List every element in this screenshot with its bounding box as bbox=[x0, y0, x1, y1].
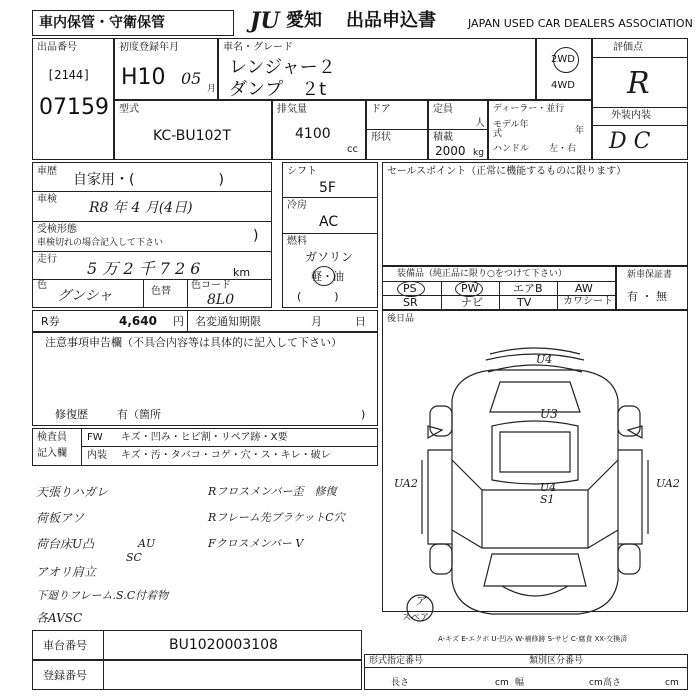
first-reg-year: H10 bbox=[121, 65, 166, 90]
displacement-box bbox=[272, 100, 366, 160]
diagram-legend: A-キズ E-エクボ U-凹み W-補修跡 S-サビ C-腐食 XX-交換済 bbox=[438, 635, 628, 643]
history-label: 車歴 bbox=[37, 166, 57, 177]
storage-title: 車内保管・守衛保管 bbox=[39, 15, 165, 31]
displacement-value: 4100 bbox=[295, 126, 331, 142]
inspector-row2: キズ・汚・タバコ・コゲ・穴・ス・キレ・破レ bbox=[121, 450, 331, 461]
repair-value: 有（箇所 bbox=[117, 408, 161, 421]
doors-box bbox=[366, 100, 428, 160]
shift-box bbox=[282, 162, 378, 308]
handle-label: ハンドル bbox=[493, 144, 530, 154]
mark-ua2-left: UA2 bbox=[394, 477, 418, 490]
dims-width: 幅 bbox=[515, 678, 525, 688]
inspector-label2: 記入欄 bbox=[37, 448, 67, 459]
shaken-label: 車検 bbox=[37, 194, 57, 205]
history-box bbox=[32, 162, 272, 308]
selling-points-box bbox=[382, 162, 688, 266]
dealer-label: ディーラー・並行 bbox=[493, 104, 565, 114]
chassis-row bbox=[32, 630, 362, 660]
displacement-unit: cc bbox=[347, 144, 358, 155]
recycle-row bbox=[32, 310, 378, 332]
capacity-box bbox=[428, 100, 488, 160]
remark-mid-1: AU bbox=[138, 537, 156, 550]
shift-label: シフト bbox=[287, 166, 317, 177]
grade-label: 評価点 bbox=[613, 42, 643, 53]
name-change-label: 名変通知期限 bbox=[195, 315, 261, 328]
dims-box bbox=[364, 654, 688, 690]
grade-box bbox=[592, 38, 688, 160]
equipment-box bbox=[382, 266, 616, 310]
warranty-label: 新車保証書 bbox=[627, 270, 673, 280]
fuel-label: 燃料 bbox=[287, 236, 307, 247]
color-code-value: 8L0 bbox=[207, 292, 235, 308]
grade-value: R bbox=[627, 66, 650, 101]
first-reg-unit: 月 bbox=[207, 84, 217, 94]
car-name-label: 車名・グレード bbox=[223, 42, 293, 53]
first-registration-box bbox=[114, 38, 218, 100]
load-value: 2000 bbox=[435, 144, 466, 158]
mileage-unit: km bbox=[233, 266, 251, 279]
dealer-box bbox=[488, 100, 592, 160]
model-box bbox=[114, 100, 272, 160]
selling-points-label: セールスポイント（正常に機能するものに限ります） bbox=[387, 166, 627, 177]
equip-aw: AW bbox=[575, 282, 593, 295]
inspector-row1-tag: FW bbox=[87, 432, 103, 443]
color-value: グンシャ bbox=[57, 288, 113, 304]
history-value: 自家用・( ) bbox=[73, 172, 224, 188]
dims-class-label: 類別区分番号 bbox=[529, 656, 584, 666]
lot-label: 出品番号 bbox=[37, 42, 77, 53]
load-label: 積載 bbox=[433, 132, 453, 143]
load-unit: kg bbox=[473, 148, 484, 158]
dims-unit-2: cm bbox=[589, 678, 603, 688]
aircon-value: AC bbox=[319, 214, 339, 230]
mileage-label: 走行 bbox=[37, 254, 57, 265]
equip-sr: SR bbox=[403, 296, 418, 309]
fuel-value: ガソリン bbox=[305, 250, 354, 264]
color-change-label: 色替 bbox=[151, 286, 171, 297]
model-year-label: モデル年式 bbox=[493, 120, 529, 139]
car-name-line1: レンジャー２ bbox=[229, 57, 336, 78]
dims-shape-label: 形式指定番号 bbox=[369, 656, 424, 666]
inspection-label: 受検形態 bbox=[37, 224, 77, 235]
color-label: 色 bbox=[37, 280, 47, 291]
remark-1: 天張りハガレ bbox=[36, 485, 109, 499]
shift-value: 5F bbox=[319, 180, 336, 196]
model-value: KC-BU102T bbox=[153, 128, 231, 144]
name-change-month: 月 bbox=[311, 315, 322, 328]
chassis-value: BU1020003108 bbox=[169, 637, 278, 653]
drive-2wd: 2WD bbox=[551, 54, 575, 65]
car-name-line2: ダンプ ２t bbox=[229, 79, 327, 100]
handle-options: 左・右 bbox=[549, 144, 577, 154]
remark-right-2: Rフレーム先ブラケットC穴 bbox=[208, 511, 345, 524]
first-reg-label: 初度登録年月 bbox=[119, 42, 179, 53]
color-code-label: 色コード bbox=[191, 280, 231, 291]
model-year-unit: 年 bbox=[575, 126, 585, 136]
remark-mid-2: SC bbox=[126, 551, 142, 564]
chassis-label: 車台番号 bbox=[43, 639, 87, 652]
later-items-label: 後日品 bbox=[387, 314, 415, 324]
lot-number: 07159 bbox=[39, 95, 109, 120]
remark-5: 下廻りフレーム.S.C付着物 bbox=[36, 589, 169, 602]
registration-label: 登録番号 bbox=[43, 669, 87, 682]
grade-sub-value: D C bbox=[609, 129, 651, 154]
inspection-note: 車検切れの場合記入して下さい bbox=[37, 238, 164, 248]
spare-label: スペア bbox=[402, 613, 430, 623]
association-name: JAPAN USED CAR DEALERS ASSOCIATION bbox=[468, 17, 693, 30]
fuel-blank: ( ) bbox=[297, 290, 339, 303]
recycle-label: R券 bbox=[41, 315, 60, 328]
mileage-value: 5 万 2 千 7 2 6 bbox=[87, 259, 201, 278]
storage-title-box bbox=[32, 10, 234, 36]
mark-ua2-right: UA2 bbox=[656, 477, 680, 490]
capacity-label: 定員 bbox=[433, 104, 453, 115]
remark-right-1: Rフロスメンバー歪 修復 bbox=[208, 485, 337, 498]
lot-number-box bbox=[32, 38, 114, 160]
lot-sub: [2144] bbox=[47, 68, 91, 82]
drive-4wd: 4WD bbox=[551, 80, 575, 91]
remark-2: 荷板アソ bbox=[36, 511, 85, 525]
warranty-box bbox=[616, 266, 688, 310]
recycle-unit: 円 bbox=[173, 315, 184, 328]
dims-length: 長さ bbox=[391, 678, 410, 688]
mark-u4-s1: U4 S1 bbox=[540, 481, 557, 507]
repair-label: 修復歴 bbox=[55, 408, 88, 421]
repair-bracket: ) bbox=[361, 408, 366, 421]
equip-leather: カワシート bbox=[563, 296, 613, 307]
dims-height: 高さ bbox=[603, 678, 622, 688]
shape-label: 形状 bbox=[371, 132, 391, 143]
grade-sub-label: 外装内装 bbox=[611, 110, 651, 121]
form-title: 出品申込書 bbox=[346, 10, 436, 31]
car-name-box bbox=[218, 38, 536, 100]
equip-pw: PW bbox=[461, 282, 479, 295]
inspector-row1: キズ・凹み・ヒビ割・リペア跡・X要 bbox=[121, 432, 288, 443]
shaken-value: R8 年 4 月(4日) bbox=[89, 200, 193, 216]
warranty-options: 有 ・ 無 bbox=[627, 290, 667, 303]
drive-box bbox=[536, 38, 592, 100]
brand-name: 愛知 bbox=[286, 10, 322, 31]
remark-6: 各AVSC bbox=[36, 611, 83, 625]
equipment-label: 装備品（純正品に限り○をつけて下さい） bbox=[397, 269, 567, 279]
doors-label: ドア bbox=[371, 104, 391, 115]
remark-4: アオリ肩立 bbox=[36, 565, 96, 579]
displacement-label: 排気量 bbox=[277, 104, 307, 115]
fuel-alt: 軽・油 bbox=[311, 270, 344, 283]
equip-tv: TV bbox=[517, 296, 532, 309]
brand-logo: JU bbox=[250, 8, 280, 34]
recycle-value: 4,640 bbox=[119, 314, 157, 328]
capacity-unit: 人 bbox=[475, 118, 485, 129]
remark-right-3: Fクロスメンバー V bbox=[208, 537, 304, 550]
equip-ps: PS bbox=[403, 282, 417, 295]
first-reg-month: 05 bbox=[181, 69, 202, 88]
remark-3: 荷台床U凸 bbox=[36, 537, 95, 551]
notes-box bbox=[32, 332, 378, 426]
model-label: 型式 bbox=[119, 104, 139, 115]
inspector-row2-tag: 内装 bbox=[87, 450, 107, 461]
name-change-day: 日 bbox=[355, 315, 366, 328]
notes-label: 注意事項申告欄（不具合内容等は具体的に記入して下さい） bbox=[45, 336, 342, 349]
registration-row bbox=[32, 660, 362, 690]
mark-spare: ア bbox=[414, 594, 427, 608]
equip-navi: ナビ bbox=[461, 296, 483, 309]
inspection-bracket: ) bbox=[253, 228, 259, 244]
aircon-label: 冷房 bbox=[287, 200, 307, 211]
mark-u4-top: U4 bbox=[536, 353, 553, 366]
inspector-box bbox=[32, 428, 378, 466]
mark-u3: U3 bbox=[540, 407, 558, 421]
dims-unit-1: cm bbox=[495, 678, 509, 688]
dims-unit-3: cm bbox=[665, 678, 679, 688]
equip-airbag: エアB bbox=[513, 282, 543, 295]
car-condition-diagram bbox=[382, 330, 688, 650]
inspector-label1: 検査員 bbox=[37, 432, 67, 443]
